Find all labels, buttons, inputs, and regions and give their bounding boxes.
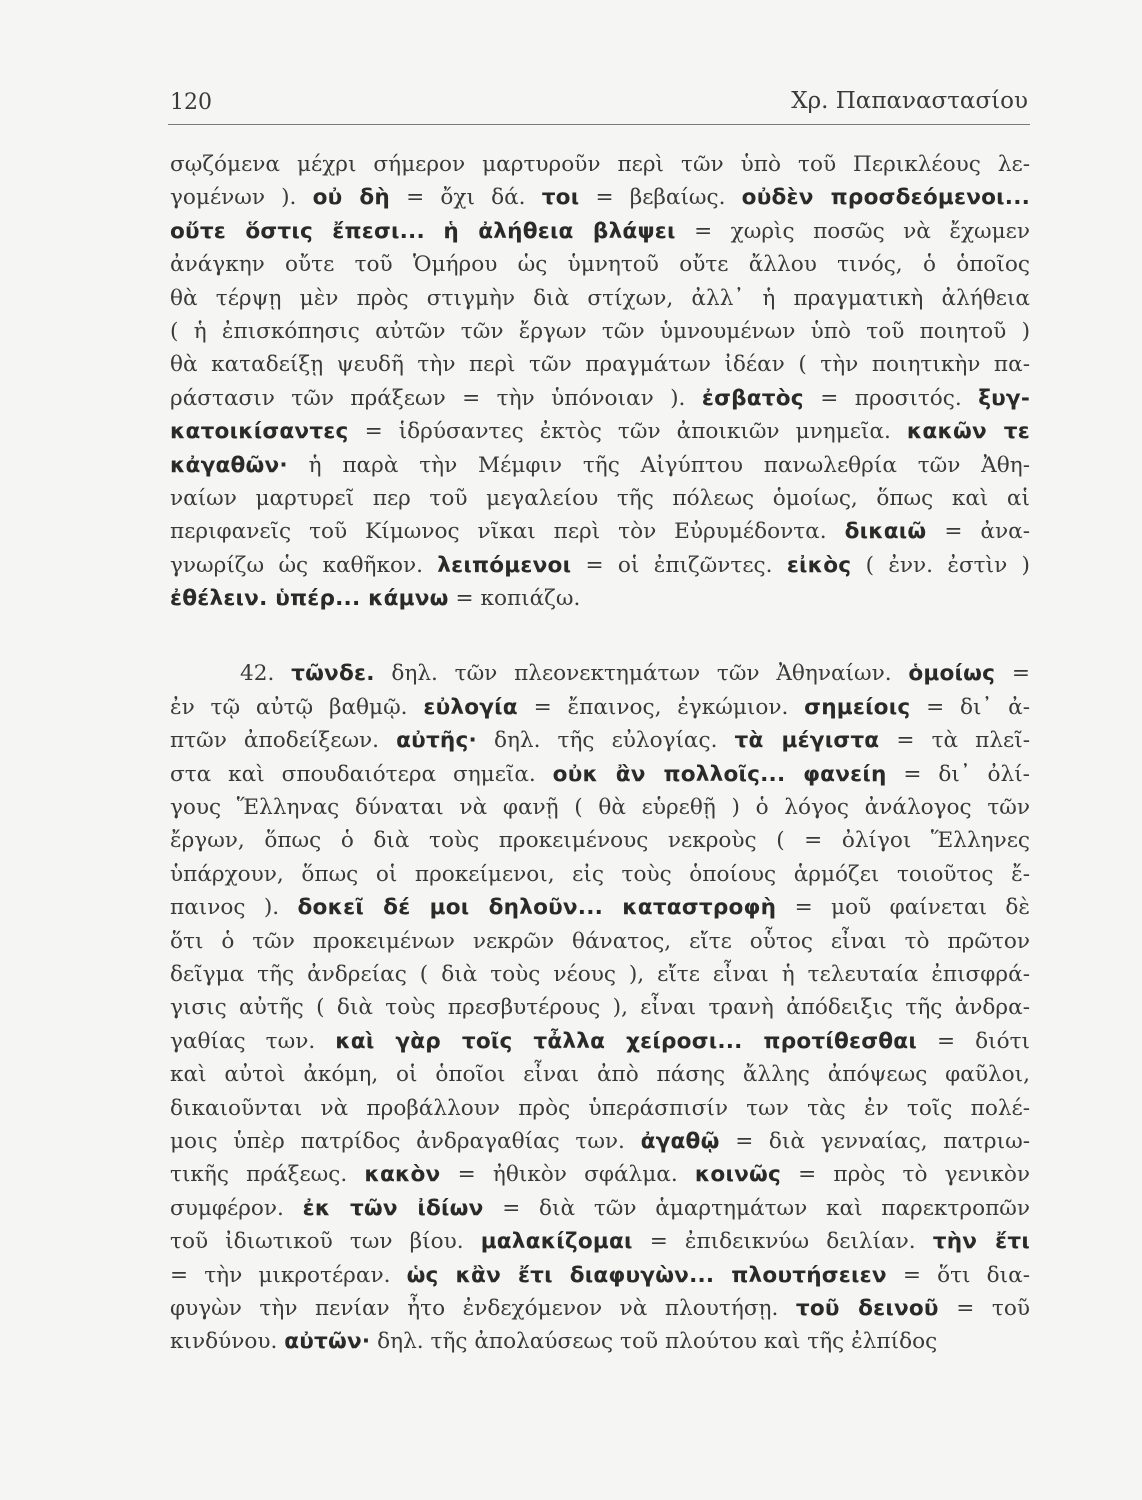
text-run: = μοῦ φαίνεται δὲ bbox=[776, 895, 1030, 921]
lemma-term: εἰκὸς bbox=[786, 552, 852, 578]
text-run: = διὰ τῶν ἁμαρτημάτων καὶ παρεκτροπῶν bbox=[483, 1195, 1030, 1221]
text-run: τικῆς πράξεως. bbox=[170, 1162, 365, 1188]
lemma-term: κἀγαθῶν· bbox=[170, 452, 288, 478]
text-run: θὰ καταδείξῃ ψευδῆ τὴν περὶ τῶν πραγμάτων ἰδέαν ( τὴν ποιητικὴν πα- bbox=[170, 352, 1030, 378]
lemma-term: οὐκ ἂν πολλοῖς... φανείη bbox=[552, 761, 887, 787]
text-run: = ὅτι δια- bbox=[886, 1262, 1030, 1288]
text-line bbox=[170, 1292, 1030, 1325]
text-line bbox=[170, 415, 1030, 448]
text-line bbox=[170, 657, 1030, 690]
text-run: ἔργων, ὅπως ὁ διὰ τοὺς προκειμένους νεκροὺς ( = ὀλίγοι Ἕλληνες bbox=[170, 828, 1030, 854]
text-run: = ἱδρύσαντες ἐκτὸς τῶν ἀποικιῶν μνημεῖα. bbox=[348, 419, 907, 445]
text-line bbox=[170, 891, 1030, 924]
text-line bbox=[170, 282, 1030, 315]
text-run: δηλ. τῆς εὐλογίας. bbox=[476, 728, 735, 754]
text-run: = δι᾽ ἀ- bbox=[910, 694, 1030, 720]
text-line bbox=[170, 791, 1030, 824]
lemma-term: εὐλογία bbox=[423, 694, 518, 720]
text-line bbox=[170, 549, 1030, 582]
text-run: = βεβαίως. bbox=[579, 185, 742, 211]
text-run: ὅτι ὁ τῶν προκειμένων νεκρῶν θάνατος, εἴτε οὗτος εἶναι τὸ πρῶτον bbox=[170, 928, 1030, 954]
text-line bbox=[170, 215, 1030, 248]
text-run: ναίων μαρτυρεῖ περ τοῦ μεγαλείου τῆς πόλεως ὁμοίως, ὅπως καὶ αἱ bbox=[170, 485, 1030, 511]
text-run: περιφανεῖς τοῦ Κίμωνος νῖκαι περὶ τὸν Εὐρυμέδοντα. bbox=[170, 519, 845, 545]
text-run: δηλ. τῶν πλεονεκτημάτων τῶν Ἀθηναίων. bbox=[374, 661, 909, 687]
text-run: ἀνάγκην οὔτε τοῦ Ὁμήρου ὡς ὑμνητοῦ οὔτε ἄλλου τινός, ὁ ὁποῖος bbox=[170, 252, 1030, 278]
text-run: = ἐπιδεικνύω δειλίαν. bbox=[632, 1229, 933, 1255]
text-run: γισις αὐτῆς ( διὰ τοὺς πρεσβυτέρους ), εἶναι τρανὴ ἀπόδειξις τῆς ἀνδρα- bbox=[170, 995, 1030, 1021]
text-run: γαθίας των. bbox=[170, 1028, 336, 1054]
text-run: 42. bbox=[240, 661, 292, 687]
text-run: = τὰ πλεῖ- bbox=[879, 728, 1030, 754]
text-line bbox=[170, 315, 1030, 348]
text-line bbox=[170, 724, 1030, 757]
text-run: παινος ). bbox=[170, 895, 298, 921]
text-run: = προσιτός. bbox=[803, 385, 979, 411]
text-run: φυγὼν τὴν πενίαν ἦτο ἐνδεχόμενον νὰ πλουτήσῃ. bbox=[170, 1295, 796, 1321]
text-run: ἐν τῷ αὐτῷ βαθμῷ. bbox=[170, 694, 424, 720]
lemma-term: τὰ μέγιστα bbox=[734, 728, 880, 754]
text-line bbox=[170, 515, 1030, 548]
lemma-term: οὔτε ὅστις ἔπεσι... bbox=[170, 218, 425, 244]
text-line bbox=[170, 1325, 1030, 1358]
text-line bbox=[170, 348, 1030, 381]
text-line bbox=[170, 582, 1030, 615]
lemma-term: αὐτῶν· bbox=[284, 1329, 371, 1355]
running-head: Χρ. Παπαναστασίου bbox=[791, 88, 1028, 114]
text-run: καὶ αὐτοὶ ἀκόμη, οἱ ὁποῖοι εἶναι ἀπὸ πάσης ἄλλης ἀπόψεως φαῦλοι, bbox=[170, 1062, 1030, 1088]
lemma-term: ἐσβατὸς bbox=[701, 385, 804, 411]
text-line bbox=[170, 1192, 1030, 1225]
text-run: = ὄχι δά. bbox=[390, 185, 542, 211]
lemma-term: τὴν ἔτι bbox=[932, 1229, 1030, 1255]
lemma-term: αὐτῆς· bbox=[396, 728, 477, 754]
lemma-term: δοκεῖ δέ μοι δηλοῦν... καταστροφὴ bbox=[297, 895, 777, 921]
lemma-term: κακὸν bbox=[364, 1162, 441, 1188]
lemma-term: ξυγ- bbox=[978, 385, 1030, 411]
text-run: συμφέρον. bbox=[170, 1195, 303, 1221]
text-line bbox=[170, 482, 1030, 515]
text-run: = διότι bbox=[916, 1028, 1030, 1054]
text-line bbox=[170, 181, 1030, 214]
lemma-term: μαλακίζομαι bbox=[480, 1229, 633, 1255]
lemma-term: λειπόμενοι bbox=[437, 552, 572, 578]
text-run: = ἠθικὸν σφάλμα. bbox=[440, 1162, 695, 1188]
text-run: γους Ἕλληνας δύναται νὰ φανῇ ( θὰ εὑρεθῇ ) ὁ λόγος ἀνάλογος τῶν bbox=[170, 795, 1030, 821]
text-line bbox=[170, 1058, 1030, 1091]
text-run: στα καὶ σπουδαιότερα σημεῖα. bbox=[170, 761, 553, 787]
lemma-term: ὁμοίως bbox=[908, 661, 996, 687]
lemma-term: κατοικίσαντες bbox=[170, 419, 349, 445]
text-run: σῳζόμενα μέχρι σήμερον μαρτυροῦν περὶ τῶν ὑπὸ τοῦ Περικλέους λε- bbox=[170, 152, 1030, 177]
text-run: ( ἐνν. ἐστὶν ) bbox=[851, 552, 1030, 578]
page-number: 120 bbox=[170, 90, 212, 115]
text-line bbox=[170, 1092, 1030, 1125]
text-run: = δι᾽ ὀλί- bbox=[886, 761, 1030, 787]
text-run: γομένων ). bbox=[170, 185, 313, 211]
lemma-term: τοῦ δεινοῦ bbox=[795, 1295, 939, 1321]
text-run: = bbox=[995, 661, 1030, 687]
text-run: γνωρίζω ὡς καθῆκον. bbox=[170, 552, 438, 578]
text-run bbox=[425, 219, 443, 244]
text-line bbox=[170, 1158, 1030, 1191]
text-run: κινδύνου. bbox=[170, 1329, 285, 1355]
text-run: δηλ. τῆς ἀπολαύσεως τοῦ πλούτου καὶ τῆς ἐλπίδος bbox=[370, 1329, 938, 1355]
text-line bbox=[170, 449, 1030, 482]
text-line bbox=[170, 382, 1030, 415]
text-run: = τοῦ bbox=[938, 1295, 1030, 1321]
lemma-term: ὡς κἂν ἔτι διαφυγὼν... πλουτήσειεν bbox=[406, 1262, 887, 1288]
text-line bbox=[170, 824, 1030, 857]
text-run: = ἀνα- bbox=[926, 519, 1030, 545]
text-run: δεῖγμα τῆς ἀνδρείας ( διὰ τοὺς νέους ), εἴτε εἶναι ἡ τελευταία ἐπισφρά- bbox=[170, 961, 1030, 987]
text-run: ( ἡ ἐπισκόπησις αὐτῶν τῶν ἔργων τῶν ὑμνουμένων ὑπὸ τοῦ ποιητοῦ ) bbox=[170, 318, 1030, 344]
lemma-term: κακῶν τε bbox=[906, 419, 1030, 445]
text-run: μοις ὑπὲρ πατρίδος ἀνδραγαθίας των. bbox=[170, 1128, 641, 1154]
text-run: = τὴν μικροτέραν. bbox=[170, 1262, 407, 1288]
lemma-term: κοινῶς bbox=[694, 1162, 781, 1188]
text-line bbox=[170, 691, 1030, 724]
text-run: = διὰ γενναίας, πατριω- bbox=[719, 1128, 1030, 1154]
lemma-term: δικαιῶ bbox=[844, 519, 927, 545]
text-run: ὑπάρχουν, ὅπως οἱ προκείμενοι, εἰς τοὺς ὁποίους ἁρμόζει τοιοῦτος ἔ- bbox=[170, 861, 1030, 887]
text-run: θὰ τέρψῃ μὲν πρὸς στιγμὴν διὰ στίχων, ἀλλ᾽ ἡ πραγματικὴ ἀλήθεια bbox=[170, 285, 1030, 311]
text-line bbox=[170, 1225, 1030, 1258]
text-line bbox=[170, 858, 1030, 891]
lemma-term: ἐκ τῶν ἰδίων bbox=[302, 1195, 484, 1221]
lemma-term: ἡ ἀλήθεια βλάψει bbox=[443, 218, 676, 244]
lemma-term: οὐ δὴ bbox=[312, 185, 391, 211]
text-line bbox=[170, 958, 1030, 991]
text-line bbox=[170, 1125, 1030, 1158]
text-line bbox=[170, 925, 1030, 958]
text-line bbox=[170, 758, 1030, 791]
text-run: = οἱ ἐπιζῶντες. bbox=[571, 552, 787, 578]
text-line bbox=[170, 248, 1030, 281]
lemma-term: ἐθέλειν. ὑπέρ... κάμνω bbox=[170, 586, 449, 612]
text-line bbox=[170, 991, 1030, 1024]
paragraph-2 bbox=[170, 657, 1030, 1358]
page-header bbox=[168, 80, 1030, 125]
commentary-text bbox=[170, 148, 1030, 1359]
lemma-term: καὶ γὰρ τοῖς τἆλλα χείροσι... προτίθεσθαι bbox=[335, 1028, 917, 1054]
lemma-term: τῶνδε. bbox=[291, 661, 375, 687]
text-line bbox=[170, 148, 1030, 181]
text-run: τοῦ ἰδιωτικοῦ των βίου. bbox=[170, 1229, 481, 1255]
lemma-term: τοι bbox=[541, 185, 580, 211]
text-run: = ἔπαινος, ἐγκώμιον. bbox=[517, 694, 805, 720]
text-run: ράστασιν τῶν πράξεων = τὴν ὑπόνοιαν ). bbox=[170, 385, 702, 411]
text-run: δικαιοῦνται νὰ προβάλλουν πρὸς ὑπεράσπισίν των τὰς ἐν τοῖς πολέ- bbox=[170, 1095, 1030, 1121]
lemma-term: ἀγαθῷ bbox=[640, 1128, 720, 1154]
text-run: = πρὸς τὸ γενικὸν bbox=[780, 1162, 1030, 1188]
paragraph-1 bbox=[170, 148, 1030, 615]
text-run: = χωρὶς ποσῶς νὰ ἔχωμεν bbox=[675, 218, 1030, 244]
text-line bbox=[170, 1259, 1030, 1292]
text-run: ἡ παρὰ τὴν Μέμφιν τῆς Αἰγύπτου πανωλεθρία τῶν Ἀθη- bbox=[287, 452, 1030, 478]
lemma-term: οὐδὲν προσδεόμενοι... bbox=[741, 185, 1030, 211]
text-run: = κοπιάζω. bbox=[448, 586, 581, 612]
text-line bbox=[170, 1025, 1030, 1058]
text-run: πτῶν ἀποδείξεων. bbox=[170, 728, 397, 754]
paragraph-gap bbox=[170, 615, 1030, 657]
lemma-term: σημείοις bbox=[804, 694, 911, 720]
